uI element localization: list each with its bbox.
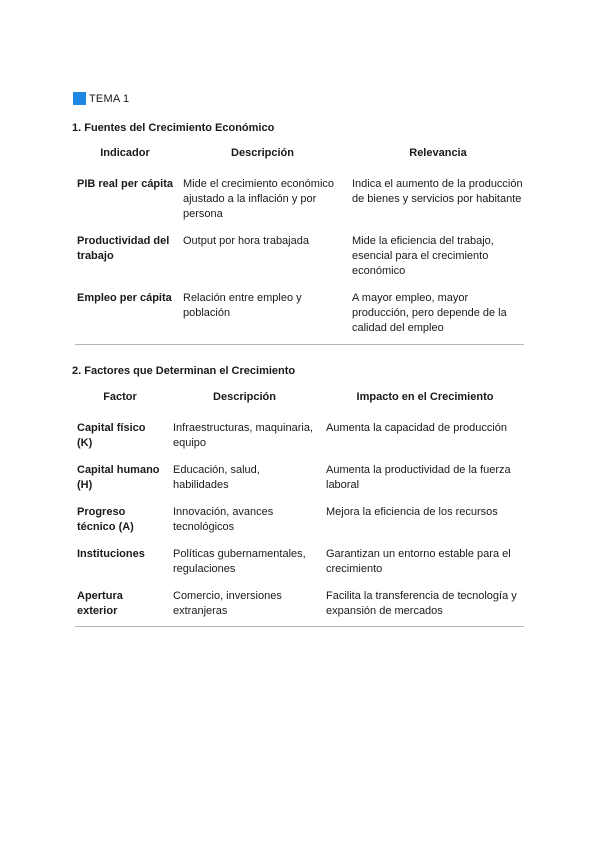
column-header: Factor (103, 391, 137, 403)
row-impact: Facilita la transferencia de tecnología y expansión de mercados (326, 590, 517, 617)
row-impact: Mejora la eficiencia de los recursos (326, 506, 498, 518)
row-relevance: Indica el aumento de la producción de bienes y servicios por habitante (352, 178, 523, 205)
table-row (72, 505, 529, 547)
section1-table (72, 146, 529, 348)
row-description: Infraestructuras, maquinaria, equipo (173, 422, 314, 449)
row-description: Mide el crecimiento económico ajustado a la inflación y por persona (183, 178, 335, 220)
column-header: Descripción (213, 391, 276, 403)
row-impact: Aumenta la productividad de la fuerza laboral (326, 464, 511, 491)
row-impact: Aumenta la capacidad de producción (326, 422, 508, 434)
row-indicator: Productividad del trabajo (77, 235, 170, 262)
row-indicator: Empleo per cápita (77, 292, 172, 304)
table-row (72, 463, 529, 505)
section2-table (72, 390, 529, 631)
row-impact: Garantizan un entorno estable para el crecimiento (326, 548, 511, 575)
row-description: Innovación, avances tecnológicos (173, 506, 274, 533)
row-factor: Progreso técnico (A) (77, 506, 134, 533)
table-row (72, 291, 529, 348)
row-description: Políticas gubernamentales, regulaciones (173, 548, 306, 575)
topic-header (73, 92, 129, 105)
row-description: Comercio, inversiones extranjeras (173, 590, 282, 617)
table-row (72, 234, 529, 291)
row-indicator: PIB real per cápita (77, 178, 173, 190)
column-header: Indicador (100, 147, 150, 159)
table-row (72, 589, 529, 631)
section2-divider (75, 626, 524, 627)
row-factor: Apertura exterior (77, 590, 123, 617)
row-description: Relación entre empleo y población (183, 292, 302, 319)
section1-divider (75, 344, 524, 345)
column-header: Relevancia (409, 147, 467, 159)
topic-label: TEMA 1 (89, 92, 130, 105)
row-description: Output por hora trabajada (183, 235, 309, 247)
row-factor: Capital físico (K) (77, 422, 146, 449)
column-header: Impacto en el Crecimiento (356, 391, 494, 403)
row-description: Educación, salud, habilidades (173, 464, 260, 491)
table-row (72, 177, 529, 234)
table-header-row (72, 146, 529, 177)
table-row (72, 547, 529, 589)
table-row (72, 421, 529, 463)
section1-title: 1. Fuentes del Crecimiento Económico (72, 122, 275, 134)
blue-square-icon (73, 92, 86, 105)
column-header: Descripción (231, 147, 294, 159)
row-factor: Capital humano (H) (77, 464, 160, 491)
table-header-row (72, 390, 529, 421)
section2-title: 2. Factores que Determinan el Crecimiento (72, 365, 296, 377)
row-relevance: A mayor empleo, mayor producción, pero depende de la calidad del empleo (352, 292, 507, 334)
row-relevance: Mide la eficiencia del trabajo, esencial para el crecimiento económico (352, 235, 494, 277)
row-factor: Instituciones (77, 548, 145, 560)
